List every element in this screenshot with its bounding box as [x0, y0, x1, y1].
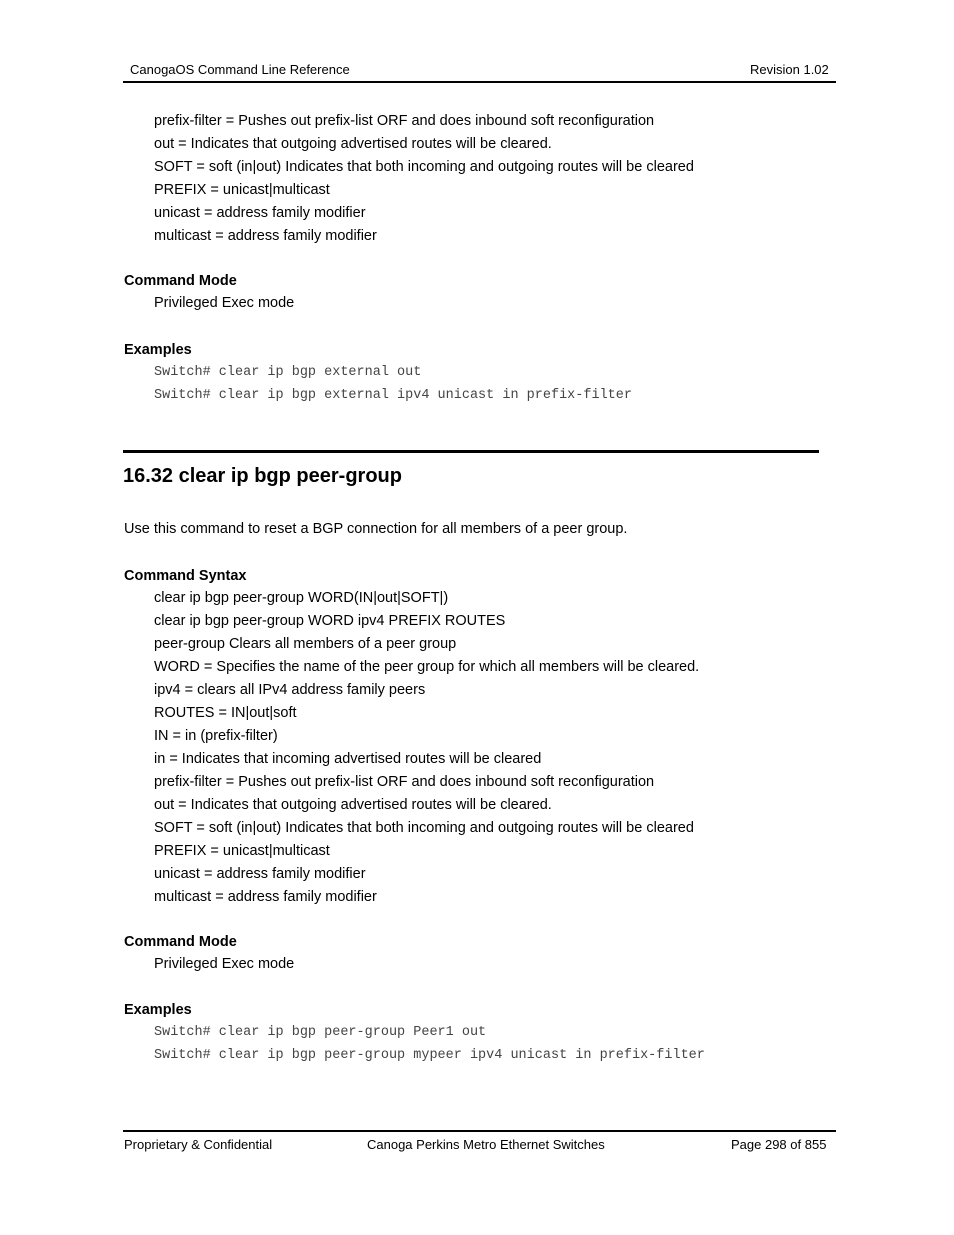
code-line: Switch# clear ip bgp peer-group mypeer ipv4 unicast in prefix-filter	[154, 1048, 705, 1063]
syntax-line: prefix-filter = Pushes out prefix-list ORF and does inbound soft reconfiguration	[154, 774, 655, 790]
param-line: SOFT = soft (in|out) Indicates that both incoming and outgoing routes will be cleared	[154, 159, 694, 175]
syntax-line: multicast = address family modifier	[154, 889, 377, 905]
command-syntax-label: Command Syntax	[124, 568, 247, 584]
syntax-line: ROUTES = IN|out|soft	[154, 705, 297, 721]
examples-label: Examples	[124, 1002, 192, 1018]
param-line: prefix-filter = Pushes out prefix-list ORF and does inbound soft reconfiguration	[154, 113, 655, 129]
code-line: Switch# clear ip bgp external ipv4 unicast in prefix-filter	[154, 388, 632, 403]
command-mode-value: Privileged Exec mode	[154, 956, 295, 972]
header-title: CanogaOS Command Line Reference	[130, 62, 350, 77]
syntax-line: in = Indicates that incoming advertised routes will be cleared	[154, 751, 542, 767]
syntax-line: SOFT = soft (in|out) Indicates that both incoming and outgoing routes will be cleared	[154, 820, 694, 836]
code-line: Switch# clear ip bgp peer-group Peer1 out	[154, 1025, 487, 1040]
syntax-line: out = Indicates that outgoing advertised routes will be cleared.	[154, 797, 552, 813]
param-line: out = Indicates that outgoing advertised routes will be cleared.	[154, 136, 552, 152]
syntax-line: peer-group Clears all members of a peer group	[154, 636, 457, 652]
syntax-line: clear ip bgp peer-group WORD(IN|out|SOFT|)	[154, 590, 449, 606]
param-line: multicast = address family modifier	[154, 228, 377, 244]
section-description: Use this command to reset a BGP connection for all members of a peer group.	[124, 521, 628, 537]
section-title: 16.32 clear ip bgp peer-group	[123, 465, 402, 487]
command-mode-label: Command Mode	[124, 934, 237, 950]
syntax-line: IN = in (prefix-filter)	[154, 728, 278, 744]
prev-examples-label: Examples	[124, 342, 192, 358]
syntax-line: unicast = address family modifier	[154, 866, 366, 882]
header-revision: Revision 1.02	[750, 62, 829, 77]
syntax-line: clear ip bgp peer-group WORD ipv4 PREFIX ROUTES	[154, 613, 506, 629]
footer-company: Canoga Perkins Metro Ethernet Switches	[367, 1137, 605, 1152]
header-rule	[123, 81, 836, 83]
syntax-line: PREFIX = unicast|multicast	[154, 843, 330, 859]
examples-code	[154, 1021, 705, 1067]
param-line: PREFIX = unicast|multicast	[154, 182, 330, 198]
syntax-line: ipv4 = clears all IPv4 address family peers	[154, 682, 426, 698]
prev-params-list	[154, 110, 694, 248]
syntax-list	[154, 587, 699, 909]
code-line: Switch# clear ip bgp external out	[154, 365, 422, 380]
prev-command-mode-value: Privileged Exec mode	[154, 295, 295, 311]
section-rule	[123, 450, 819, 453]
syntax-line: WORD = Specifies the name of the peer group for which all members will be cleared.	[154, 659, 700, 675]
footer-rule	[123, 1130, 836, 1132]
footer-page-number: Page 298 of 855	[731, 1137, 827, 1152]
prev-command-mode-label: Command Mode	[124, 273, 237, 289]
prev-examples-code	[154, 361, 632, 407]
param-line: unicast = address family modifier	[154, 205, 366, 221]
footer-confidential: Proprietary & Confidential	[124, 1137, 273, 1152]
